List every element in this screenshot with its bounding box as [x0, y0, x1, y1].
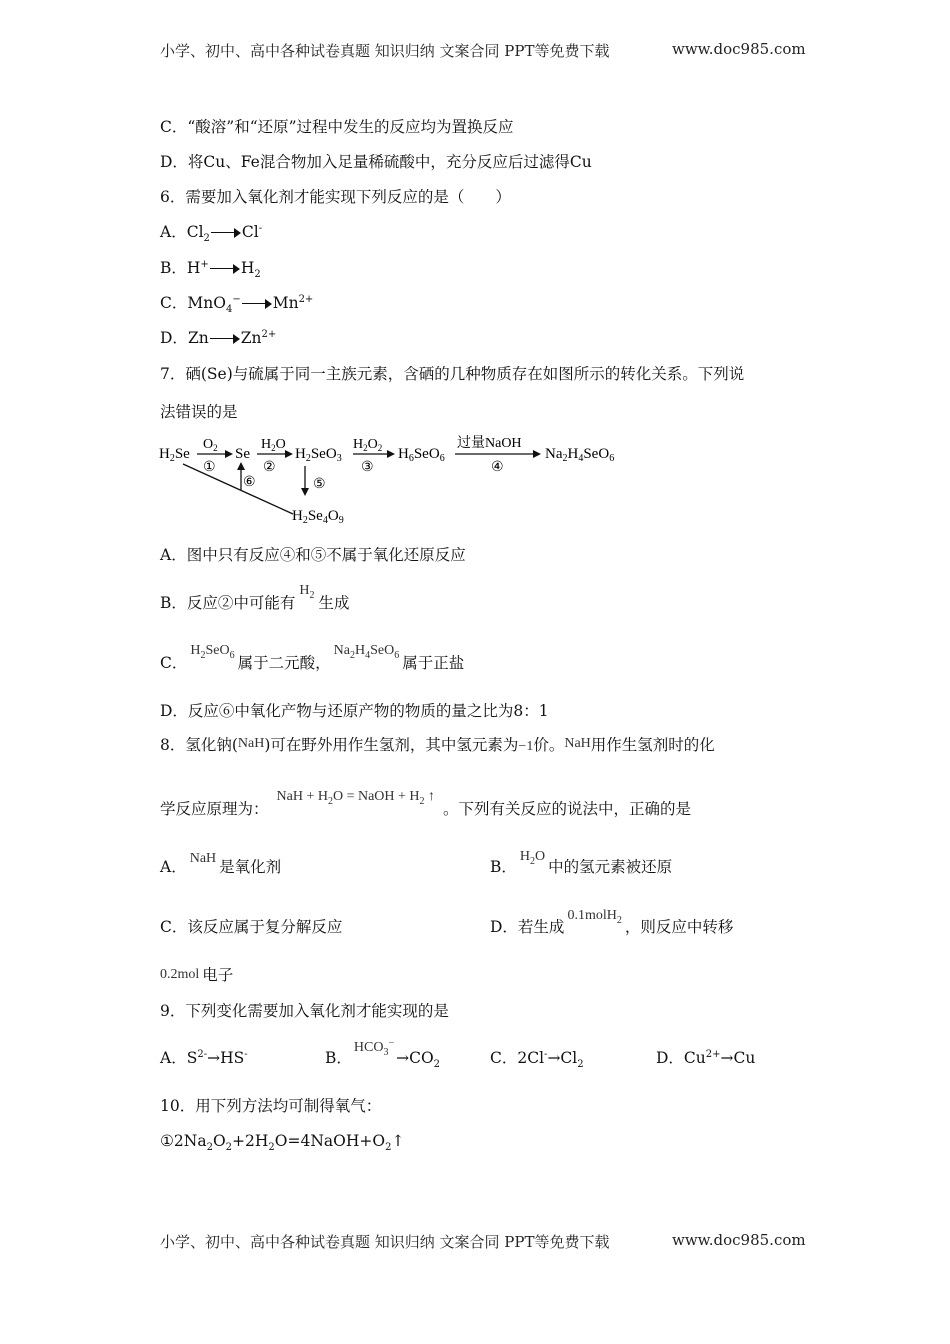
q8-b-label: B．: [490, 858, 517, 876]
q6-stem: 6．需要加入氧化剂才能实现下列反应的是（ ）: [160, 188, 511, 206]
value-minus-one: −1: [518, 739, 534, 754]
q7-stem-line1: 7．硒(Se)与硫属于同一主族元素，含硒的几种物质存在如图所示的转化关系。下列说: [160, 365, 745, 383]
formula-nah-reaction: NaH + $H_2O$ = NaOH + $H_2$ ↑: [276, 789, 436, 807]
q8-d-text: D．若生成: [490, 918, 565, 936]
step-number-1: ①: [203, 460, 216, 475]
step-number-3: ③: [361, 460, 374, 475]
selenium-conversion-diagram: [155, 428, 635, 528]
q8-a-label: A．: [160, 858, 187, 876]
q8-d-line2-text: 电子: [202, 966, 234, 984]
reagent-o2: $O_2$: [203, 437, 218, 453]
page-footer-text: 小学、初中、高中各种试卷真题 知识归纳 文案合同 PPT等免费下载: [160, 1233, 610, 1251]
reaction-arrow-icon: [211, 228, 241, 238]
reagent-excess-naoh: 过量NaOH: [457, 436, 522, 451]
q7-stem-line2: 法错误的是: [160, 403, 238, 421]
formula-h2o-b: $H_2O$: [519, 849, 546, 867]
page-header-text: 小学、初中、高中各种试卷真题 知识归纳 文案合同 PPT等免费下载: [160, 42, 610, 60]
q7-b-text: B．反应②中可能有: [160, 594, 296, 612]
q9-b-label: B．: [325, 1049, 352, 1067]
formula-h2: $H_2$: [299, 583, 315, 601]
q9-d-text: D．Cu: [656, 1049, 706, 1067]
formula-0-1mol-h2: 0.1molH$_2$: [567, 908, 622, 926]
species-h2se4o9: $H_2Se_4O_9$: [292, 508, 344, 526]
q8-stem-text-4: 用作生氢剂时的化: [590, 736, 715, 754]
q9-d-product: →Cu: [720, 1049, 756, 1067]
q7-option-d: D．反应⑥中氧化产物与还原产物的物质的量之比为8：1: [160, 702, 549, 720]
q7-b-text-end: 生成: [318, 594, 350, 612]
q8-stem-line2: [160, 789, 692, 821]
q8-a-text: 是氧化剂: [219, 858, 282, 876]
species-h2seo3: $H_2SeO_3$: [295, 446, 342, 464]
q7-c-text: 属于二元酸，: [237, 654, 331, 672]
q8-option-d: [490, 908, 734, 939]
q7-option-c: [160, 643, 465, 675]
q8-stem-text-2: )可在野外用作生氢剂，其中氢元素为: [264, 736, 519, 754]
q9-c-product: →Cl: [547, 1049, 578, 1067]
reaction-arrow-icon: [210, 334, 240, 344]
formula-nah: NaH: [237, 736, 265, 751]
q6-a-label: A．: [160, 223, 187, 241]
q8-d-text-end: ，则反应中转移: [624, 918, 734, 936]
q8-option-b: [490, 849, 673, 879]
q7-c-text-end: 属于正盐: [402, 654, 465, 672]
q6-d-label: D．: [160, 329, 188, 347]
q8-option-a: [160, 851, 282, 879]
q7-option-a: A．图中只有反应④和⑤不属于氧化还原反应: [160, 546, 466, 564]
reagent-h2o: $H_2O$: [261, 437, 286, 453]
formula-na2h4seo6: $Na_2H_4SeO_6$: [333, 643, 400, 661]
q8-line2-text: 学反应原理为：: [160, 800, 269, 818]
species-h2se: $H_2Se$: [159, 446, 190, 464]
q8-option-c: C．该反应属于复分解反应: [160, 918, 343, 936]
q9-option-c: C．$2Cl^-\to Cl_2$: [490, 1048, 584, 1071]
q9-option-d: D．$Cu^{2+}\to Cu$: [656, 1048, 756, 1067]
q9-a-label: A．: [160, 1049, 187, 1067]
q10-stem: 10．用下列方法均可制得氧气：: [160, 1097, 382, 1115]
q5-option-d: D．将Cu、Fe混合物加入足量稀硫酸中，充分反应后过滤得Cu: [160, 153, 592, 171]
formula-nah-a: NaH: [189, 851, 217, 866]
q10-reaction-1: $①2Na_2O_2+2H_2O=4NaOH+O_2↑$: [160, 1132, 405, 1154]
q8-stem-text-3: 价。: [533, 736, 565, 754]
formula-0-2mol: 0.2mol: [160, 967, 200, 982]
q8-stem-line1: [160, 735, 715, 757]
q8-b-text: 中的氢元素被还原: [548, 858, 673, 876]
q6-option-c: C．MnO$_4$− $Mn^{2+}$: [160, 293, 314, 316]
step-number-6: ⑥: [243, 475, 256, 490]
q8-option-d-line2: [160, 965, 233, 987]
species-h6seo6: $H_6SeO_6$: [398, 446, 445, 464]
q7-c-label: C．: [160, 654, 188, 672]
q9-b-product: →CO: [396, 1049, 434, 1067]
reaction-arrow-icon: [210, 264, 240, 274]
page-header-url: www.doc985.com: [672, 40, 806, 58]
reagent-h2o2: $H_2O_2$: [353, 437, 383, 453]
step-number-4: ④: [491, 460, 504, 475]
step-number-5: ⑤: [313, 477, 326, 492]
q6-b-label: B．: [160, 259, 187, 277]
species-se: Se: [235, 446, 250, 462]
q6-option-b: B．H+ $H_2$: [160, 258, 261, 281]
reaction-arrow-icon: [242, 299, 272, 309]
species-na2h4seo6: $Na_2H_4SeO_6$: [545, 446, 615, 464]
q10-r1-start: ①2Na: [160, 1132, 207, 1150]
formula-hco3: $HCO_3^-$: [353, 1037, 395, 1058]
formula-nah-2: NaH: [564, 736, 591, 751]
step-number-2: ②: [263, 460, 276, 475]
q5-option-c: C．“酸溶”和“还原”过程中发生的反应均为置换反应: [160, 118, 514, 136]
formula-h2seo6: $H_2SeO_6$: [190, 643, 235, 661]
q6-option-d: D．Zn $Zn^{2+}$: [160, 328, 277, 347]
q9-stem: 9．下列变化需要加入氧化剂才能实现的是: [160, 1002, 449, 1020]
q8-line2-text-end: 。下列有关反应的说法中，正确的是: [443, 800, 692, 818]
page-footer-url: www.doc985.com: [672, 1231, 806, 1249]
q9-option-b: B．$HCO_3^-\to CO_2$: [325, 1037, 441, 1071]
q6-option-a: A．$Cl_2$ Cl-: [160, 222, 263, 245]
q7-option-b: [160, 583, 350, 615]
q8-stem-text: 8．氢化钠(: [160, 736, 238, 754]
q9-c-text: C．2Cl: [490, 1049, 545, 1067]
q9-option-a: A．$S^{2-}\to HS^-$: [160, 1048, 248, 1067]
q6-c-label: C．: [160, 294, 188, 312]
